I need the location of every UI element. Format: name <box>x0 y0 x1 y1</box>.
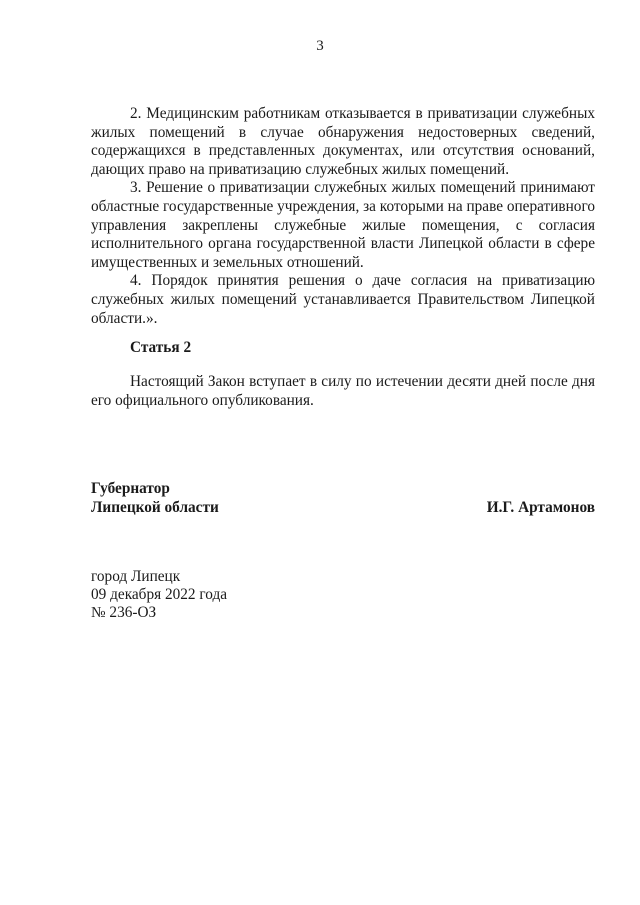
city: город Липецк <box>91 568 181 585</box>
page-number: 3 <box>316 38 324 54</box>
place-date-block <box>91 568 227 622</box>
paragraph-3: 3. Решение о приватизации служебных жилых помещений принимают областные государственные учреждения, за которыми на праве оперативного управления закреплены служебные жилые помещения, с согласия исполнительного органа государственной власти Липецкой области в сфере имущественных и земельных отношений. <box>91 179 595 271</box>
paragraph-2: 2. Медицинским работникам отказывается в приватизации служебных жилых помещений в случае обнаружения недостоверных сведений, содержащихся в представленных документах, или отсутствия оснований, дающих право на приватизацию служебных жилых помещений. <box>91 105 595 178</box>
article-heading: Статья 2 <box>130 339 192 356</box>
paragraph-4: 4. Порядок принятия решения о даче согласия на приватизацию служебных жилых помещений устанавливается Правительством Липецкой области.». <box>91 272 595 327</box>
date: 09 декабря 2022 года <box>91 586 228 603</box>
signature-title-line2: Липецкой области <box>91 499 219 516</box>
law-text-block <box>91 105 595 328</box>
signature-title-line1: Губернатор <box>91 480 170 497</box>
article-text-block <box>91 373 595 410</box>
signature-block <box>91 479 595 517</box>
signature-name: И.Г. Артамонов <box>486 499 595 516</box>
law-number: № 236-ОЗ <box>91 604 157 621</box>
article-paragraph: Настоящий Закон вступает в силу по истечении десяти дней после дня его официального опубликования. <box>91 373 595 409</box>
